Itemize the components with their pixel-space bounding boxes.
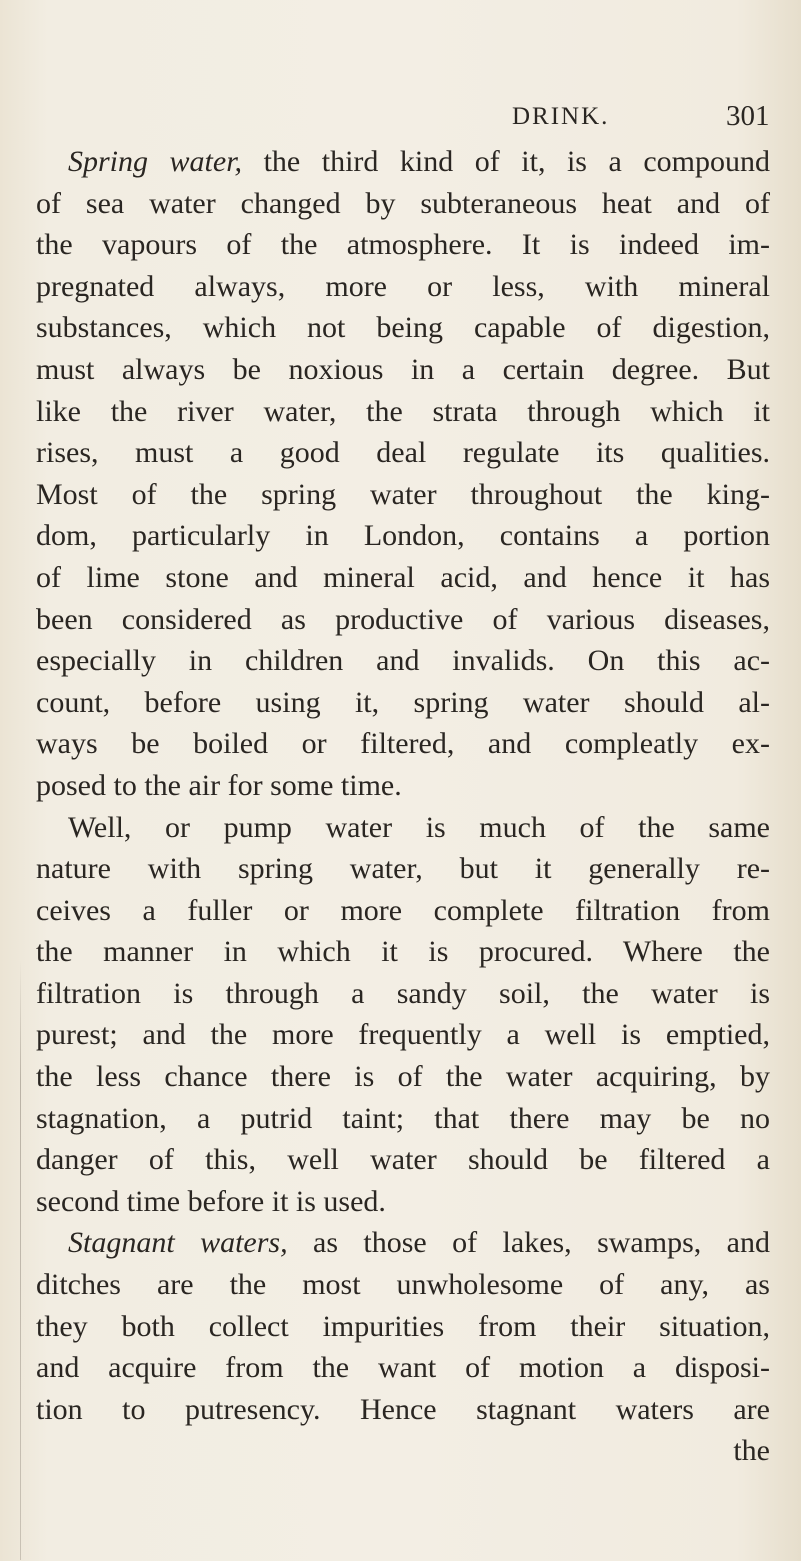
text-line: the vapours of the atmosphere. It is indeed im- [36,228,770,262]
text-line: the less chance there is of the water acquiring, by [36,1060,770,1094]
body-text [36,141,770,1472]
text-line: of lime stone and mineral acid, and hence it has [36,560,770,594]
page-edge-shadow [20,960,21,1560]
text-line: pregnated always, more or less, with mineral [36,269,770,303]
text-line: the manner in which it is procured. Where the [36,935,770,969]
text-line: they both collect impurities from their situation, [36,1309,770,1343]
running-head [0,98,801,138]
text-line: of sea water changed by subteraneous heat and of [36,186,770,220]
text-line: tion to putresency. Hence stagnant waters are [36,1392,770,1426]
text-line: posed to the air for some time. [36,768,402,802]
text-line: stagnation, a putrid taint; that there may be no [36,1101,770,1135]
text-line: count, before using it, spring water should al- [36,685,770,719]
running-title: DRINK. [512,103,610,130]
text-line: filtration is through a sandy soil, the water is [36,976,770,1010]
text-line: must always be noxious in a certain degree. But [36,352,770,386]
text-line: ways be boiled or filtered, and compleatly ex- [36,727,770,761]
text-line: nature with spring water, but it generally re- [36,852,770,886]
catchword: the [733,1434,770,1468]
text-line: Most of the spring water throughout the king- [36,477,770,511]
paragraph-spring-water [36,141,770,807]
text-line: ceives a fuller or more complete filtration from [36,893,770,927]
italic-term: Spring water, [68,145,243,178]
text-line: purest; and the more frequently a well is emptied, [36,1018,770,1052]
paragraph-stagnant-waters [36,1222,770,1430]
text-line: Spring water, the third kind of it, is a compound [68,145,770,178]
text-line: like the river water, the strata through which it [36,394,770,428]
page-number: 301 [726,100,770,132]
text-line: ditches are the most unwholesome of any, as [36,1268,770,1302]
text-line: rises, must a good deal regulate its qualities. [36,436,770,470]
text-line: substances, which not being capable of digestion, [36,311,770,345]
text-line: and acquire from the want of motion a disposi- [36,1351,770,1385]
text-line: dom, particularly in London, contains a portion [36,519,770,553]
text-line: second time before it is used. [36,1184,386,1218]
italic-term: Stagnant waters, [68,1226,288,1260]
paragraph-well-water [36,807,770,1223]
text-line: Stagnant waters, as those of lakes, swamps, and [68,1226,770,1260]
text-line: been considered as productive of various diseases, [36,602,770,636]
text-line: danger of this, well water should be filtered a [36,1143,770,1177]
text-line: Well, or pump water is much of the same [68,810,770,844]
text-line: especially in children and invalids. On this ac- [36,644,770,678]
